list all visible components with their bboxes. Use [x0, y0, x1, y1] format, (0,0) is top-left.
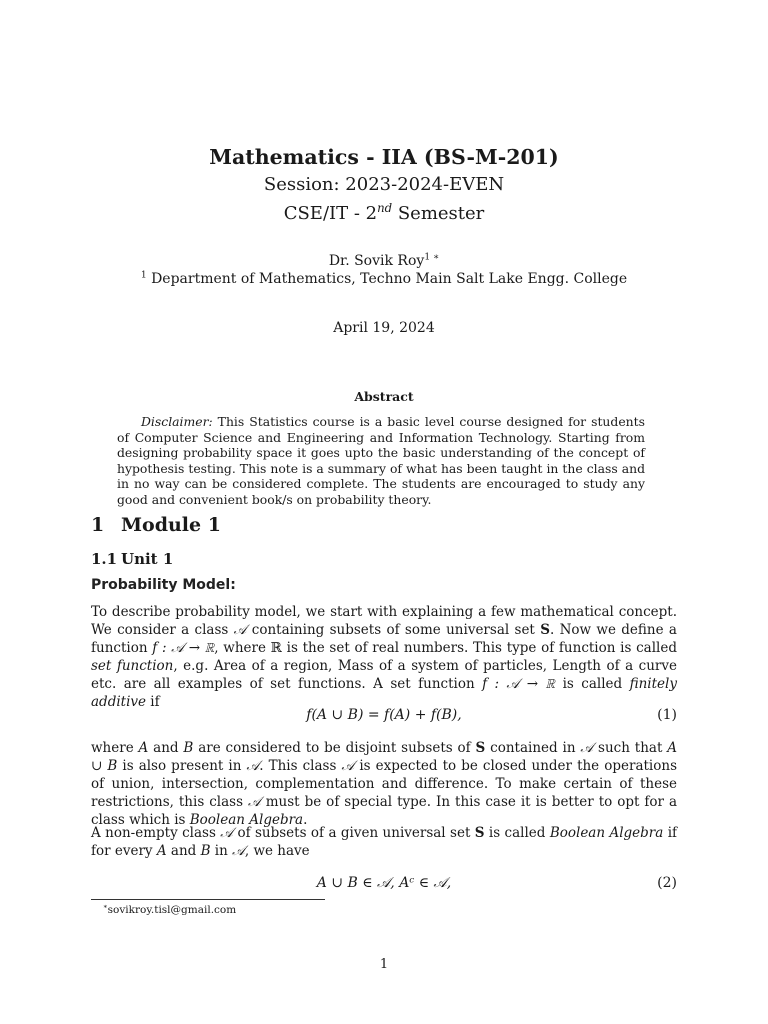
author-marks: 1 ∗ — [424, 252, 440, 263]
subsection-number: 1.1 — [91, 550, 118, 568]
section-number: 1 — [91, 514, 105, 536]
abstract-text: This Statistics course is a basic level course designed for students of Computer Science and Engineering and Information Technology. Starting from designing probability space it goes upto the basic understanding of the concept of hypothesis testing. This note is a summary of what has been taught in the class and in no way can be considered complete. The students are encouraged to study any good and convenient book/s on probability theory. — [117, 414, 645, 507]
paper-title: Mathematics - IIA (BS-M-201) — [209, 145, 559, 169]
subsection-title: Unit 1 — [121, 550, 174, 568]
section-heading — [91, 514, 221, 536]
footnote-email: sovikroy.tisl@gmail.com — [107, 904, 237, 916]
equation-2 — [91, 875, 677, 891]
equation-1-number: (1) — [657, 707, 677, 723]
footnote — [103, 904, 236, 916]
equation-1-body: f(A ∪ B) = f(A) + f(B), — [306, 707, 462, 723]
footnote-mark: ∗ — [103, 902, 108, 911]
page-number: 1 — [379, 957, 389, 972]
footnote-rule — [91, 899, 325, 900]
semester-line — [0, 203, 768, 224]
author-line — [0, 253, 768, 269]
disclaimer-label: Disclaimer: — [141, 414, 213, 429]
affiliation-mark: 1 — [140, 270, 147, 281]
abstract-body — [117, 414, 645, 508]
runin-heading: Probability Model: — [91, 577, 236, 593]
affiliation-line — [0, 271, 768, 287]
semester-suffix: Semester — [392, 203, 485, 224]
session-line: Session: 2023-2024-EVEN — [263, 174, 505, 195]
subsection-heading — [91, 550, 173, 568]
semester-prefix: CSE/IT - 2 — [283, 203, 378, 224]
section-title: Module 1 — [121, 514, 221, 536]
equation-1 — [91, 707, 677, 723]
author-name: Dr. Sovik Roy — [328, 253, 425, 269]
paper-date: April 19, 2024 — [333, 320, 435, 336]
paragraph-probability-model: To describe probability model, we start with explaining a few mathematical concept. We consider a class 𝒜 containing subsets of some universal set S. Now we define a function f : 𝒜 → ℝ, where ℝ is the set of real numbers. This type of function is called set function, e.g. Area of a region, Mass of a system of particles, Length of a curve etc. are all examples of set functions. A set function f : 𝒜 → ℝ is called finitely additive if — [91, 604, 677, 710]
affiliation-text: Department of Mathematics, Techno Main Salt Lake Engg. College — [146, 271, 628, 287]
semester-ordinal: nd — [377, 201, 393, 215]
abstract-heading: Abstract — [354, 389, 414, 404]
equation-2-body: A ∪ B ∈ 𝒜, Aᶜ ∈ 𝒜, — [316, 875, 452, 891]
paragraph-boolean-algebra: A non-empty class 𝒜 of subsets of a given universal set S is called Boolean Algebra if for every A and B in 𝒜, we have — [91, 825, 678, 859]
equation-2-number: (2) — [657, 875, 677, 891]
paragraph-disjoint-subsets: where A and B are considered to be disjoint subsets of S contained in 𝒜 such that A ∪ B is also present in 𝒜. This class 𝒜 is expected to be closed under the operations of union, intersection, complementation and difference. To make certain of these restrictions, this class 𝒜 must be of special type. In this case it is better to opt for a class which is Boolean Algebra. — [91, 740, 677, 828]
